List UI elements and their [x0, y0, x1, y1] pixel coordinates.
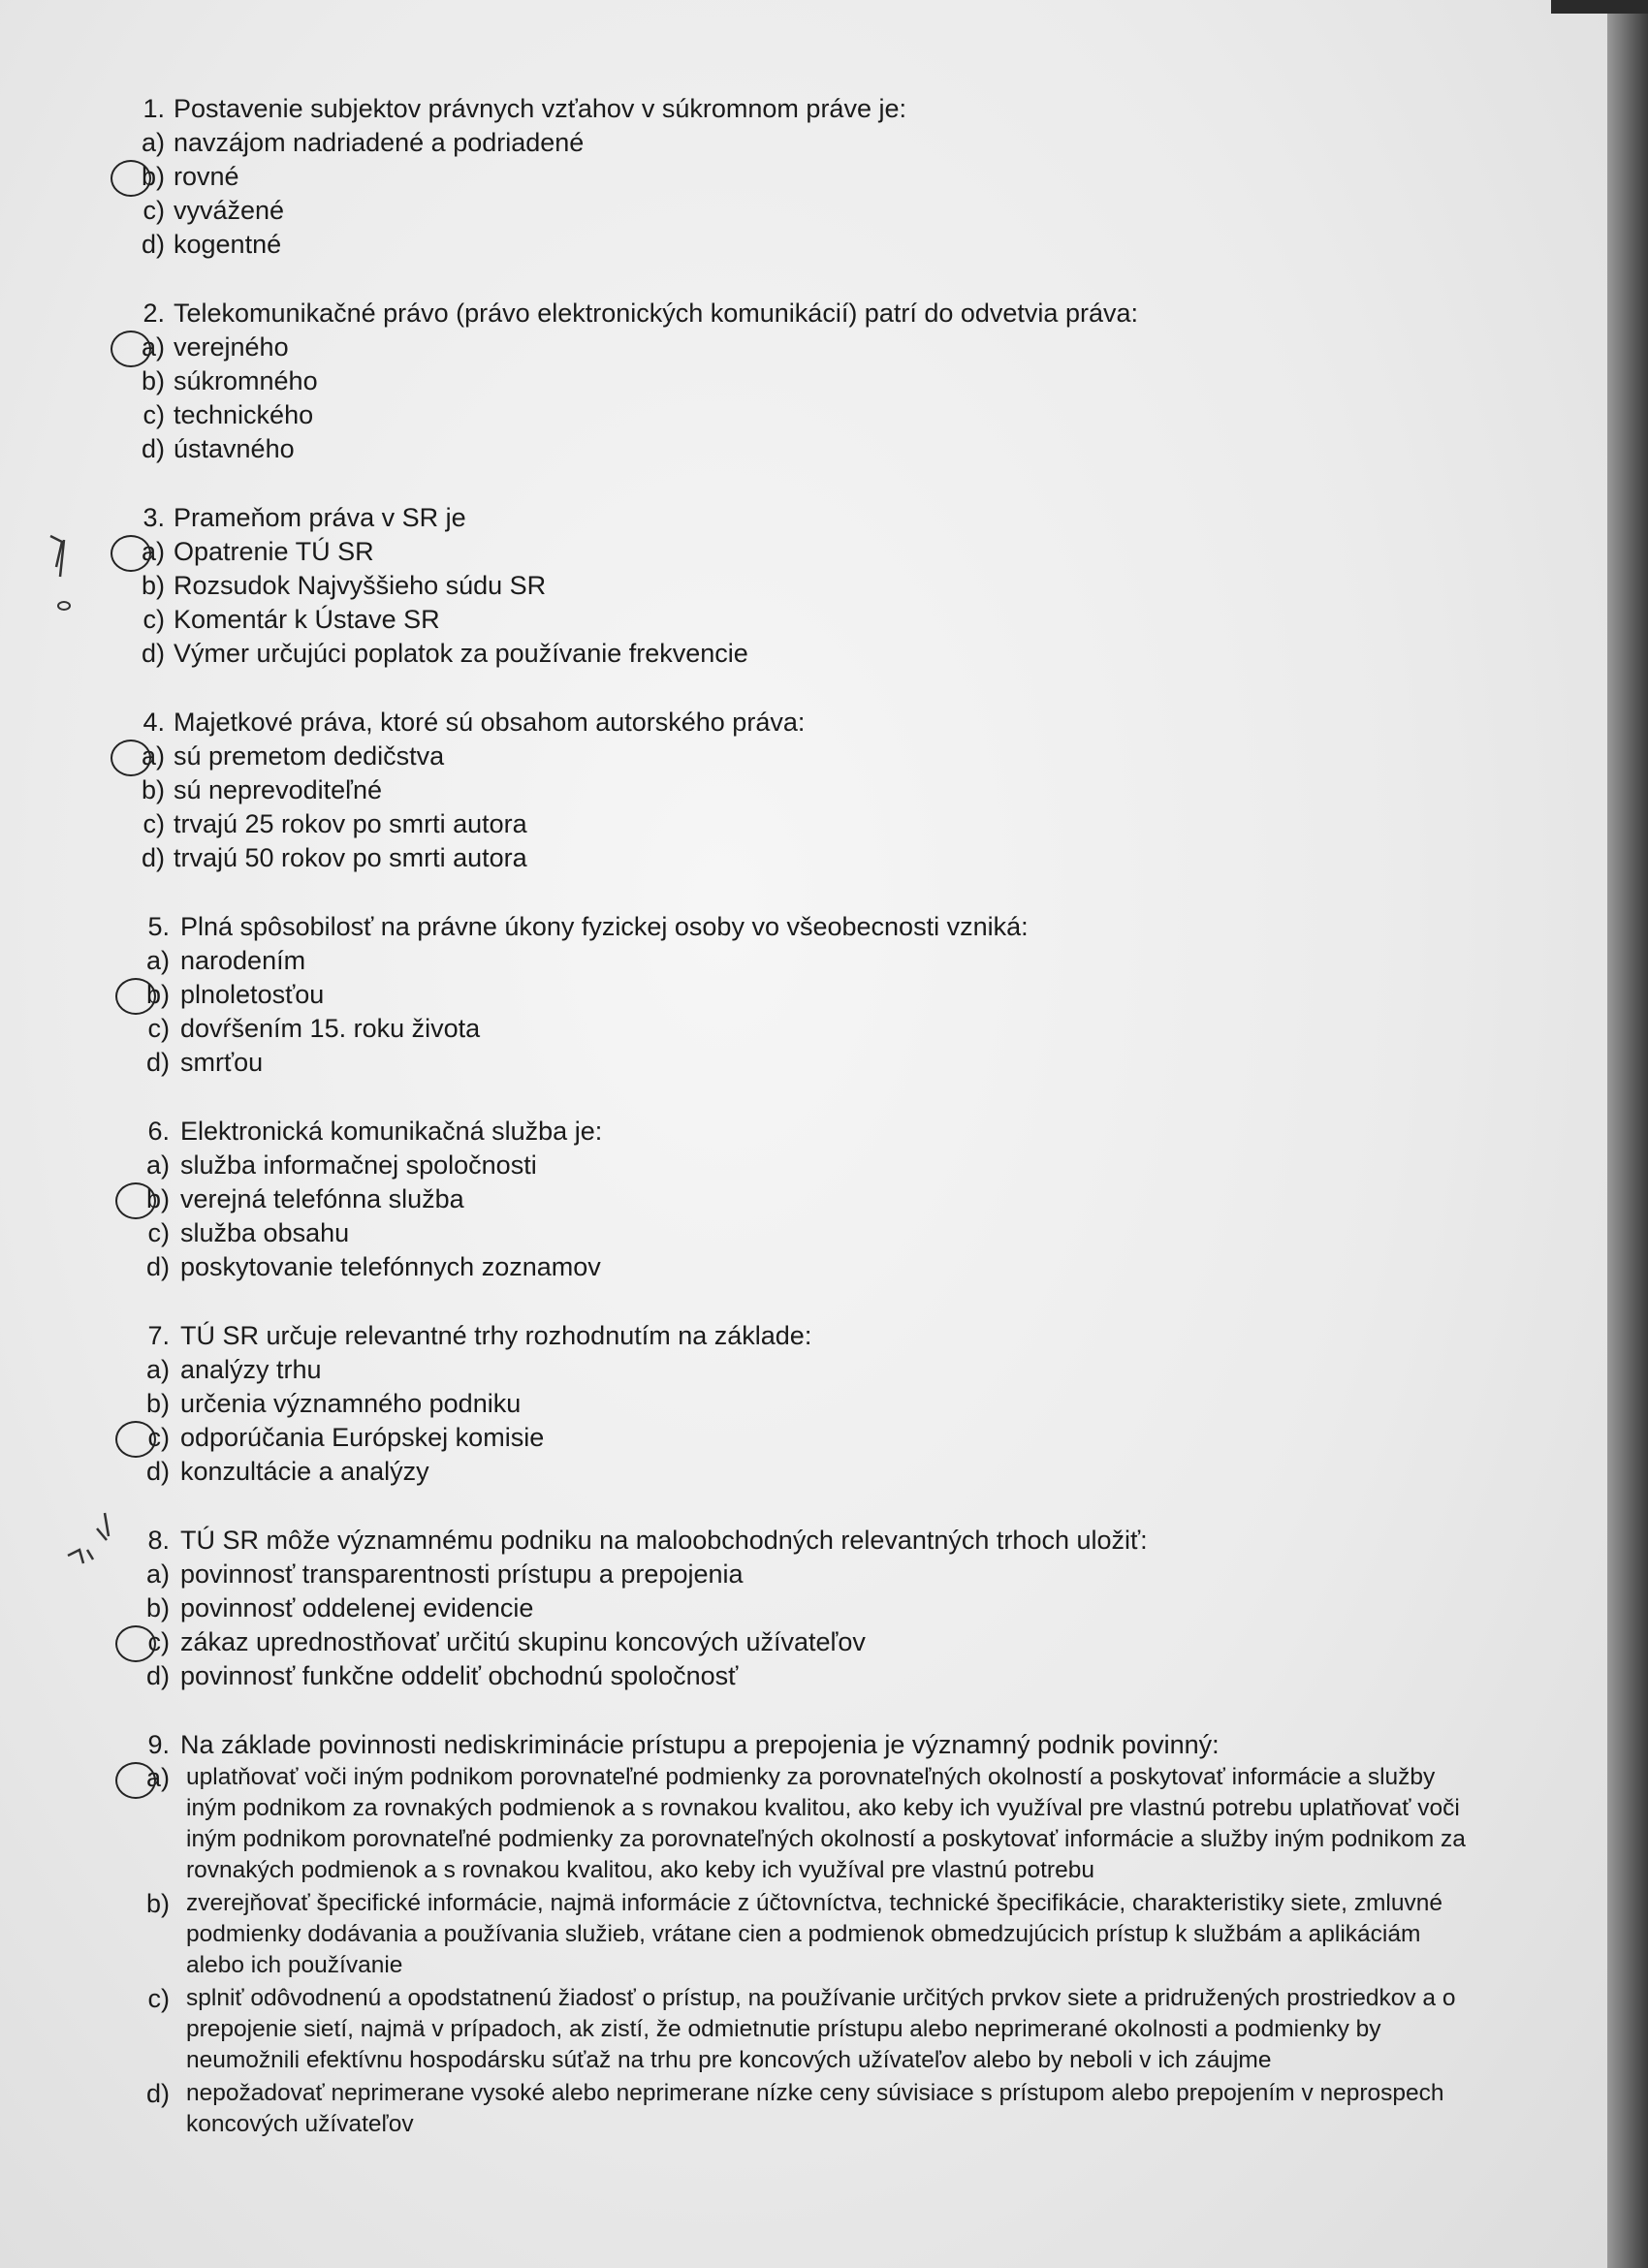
- option-letter: b): [145, 1389, 170, 1418]
- answer-option[interactable]: [0, 773, 1607, 807]
- question-3: [0, 501, 1607, 671]
- option-text: služba informačnej spoločnosti: [180, 1150, 537, 1180]
- option-letter: b): [141, 571, 165, 600]
- question-heading: [0, 706, 1607, 740]
- answer-option[interactable]: [0, 228, 1607, 262]
- answer-option[interactable]: [0, 1762, 1607, 1886]
- question-heading: [0, 1728, 1607, 1762]
- option-text: zákaz uprednostňovať určitú skupinu koncových užívateľov: [180, 1627, 866, 1656]
- option-letter: b): [145, 1184, 170, 1213]
- option-text: trvajú 50 rokov po smrti autora: [174, 843, 527, 872]
- option-text: nepožadovať neprimerane vysoké alebo neprimerane nízke ceny súvisiace s prístupom alebo prepojením v neprospech koncových užívateľov: [186, 2080, 1444, 2137]
- option-letter: d): [145, 1048, 170, 1077]
- option-text: uplatňovať voči iným podnikom porovnateľné podmienky za porovnateľných okolností a poskytovať informácie a služby iným podnikom za rovnakých podmienok a s rovnakou kvalitou, ako keby ich využíval pre vlastnú potrebu uplatňovať voči iným podnikom porovnateľné podmienky za porovnateľných okolností a poskytovať informácie a služby iným podnikom za rovnakých podmienok a s rovnakou kvalitou, ako keby ich využíval pre vlastnú potrebu: [186, 1764, 1466, 1883]
- answer-option[interactable]: [0, 1558, 1607, 1591]
- handwritten-answer-circle: [115, 1762, 156, 1799]
- question-7: [0, 1319, 1607, 1489]
- answer-option[interactable]: [0, 569, 1607, 603]
- question-text: Plná spôsobilosť na právne úkony fyzickej osoby vo všeobecnosti vzniká:: [180, 912, 1029, 941]
- answer-option[interactable]: [0, 1387, 1607, 1421]
- question-number: 5.: [147, 912, 170, 941]
- answer-option[interactable]: [0, 1659, 1607, 1693]
- option-text: vyvážené: [174, 196, 285, 225]
- option-text: kogentné: [174, 230, 282, 259]
- option-letter: c): [143, 400, 165, 429]
- option-letter: a): [145, 946, 170, 975]
- option-letter: d): [145, 1457, 170, 1486]
- option-letter: d): [141, 639, 165, 668]
- question-9: [0, 1728, 1607, 2142]
- option-letter: a): [141, 128, 165, 157]
- option-text: Rozsudok Najvyššieho súdu SR: [174, 571, 547, 600]
- option-letter: b): [141, 775, 165, 804]
- question-text: Prameňom práva v SR je: [174, 503, 466, 532]
- question-number: 3.: [143, 503, 165, 532]
- answer-option[interactable]: [0, 841, 1607, 875]
- answer-option[interactable]: [0, 1625, 1607, 1659]
- option-letter: b): [145, 980, 170, 1009]
- answer-option[interactable]: [0, 1353, 1607, 1387]
- answer-option[interactable]: [0, 807, 1607, 841]
- option-text: Výmer určujúci poplatok za používanie frekvencie: [174, 639, 748, 668]
- option-letter: c): [143, 605, 165, 634]
- question-text: Na základe povinnosti nediskriminácie prístupu a prepojenia je významný podnik povinný:: [180, 1730, 1220, 1759]
- option-text: zverejňovať špecifické informácie, najmä informácie z účtovníctva, technické špecifikácie, charakteristiky siete, zmluvné podmienky dodávania a používania služieb, vrátane cien a podmienok obmedzujúcich prístup k službám a aplikáciám alebo ich používanie: [186, 1890, 1442, 1978]
- question-text: Majetkové práva, ktoré sú obsahom autorského práva:: [174, 708, 806, 737]
- option-text: dovŕšením 15. roku života: [180, 1014, 481, 1043]
- answer-option[interactable]: [0, 1455, 1607, 1489]
- handwritten-answer-circle: [111, 535, 151, 572]
- option-text: analýzy trhu: [180, 1355, 322, 1384]
- answer-option[interactable]: [0, 398, 1607, 432]
- handwritten-answer-circle: [115, 1421, 156, 1458]
- option-text: sú neprevoditeľné: [174, 775, 383, 804]
- option-text: plnoletosťou: [180, 980, 325, 1009]
- answer-option[interactable]: [0, 160, 1607, 194]
- option-letter: a): [141, 332, 165, 362]
- question-4: [0, 706, 1607, 875]
- answer-option[interactable]: [0, 194, 1607, 228]
- question-2: [0, 297, 1607, 466]
- question-text: Telekomunikačné právo (právo elektronických komunikácií) patrí do odvetvia práva:: [174, 299, 1138, 328]
- question-number: 6.: [147, 1117, 170, 1146]
- answer-option[interactable]: [0, 978, 1607, 1012]
- option-letter: a): [145, 1150, 170, 1180]
- option-text: smrťou: [180, 1048, 264, 1077]
- option-text: sú premetom dedičstva: [174, 741, 445, 771]
- scan-edge-shadow: [1607, 0, 1648, 2268]
- margin-scribble-question-3: [43, 528, 91, 615]
- option-text: Opatrenie TÚ SR: [174, 537, 374, 566]
- option-letter: a): [145, 1559, 170, 1589]
- question-text: Postavenie subjektov právnych vzťahov v súkromnom práve je:: [174, 94, 906, 123]
- option-text: verejná telefónna služba: [180, 1184, 464, 1213]
- option-letter: c): [147, 1423, 170, 1452]
- option-letter: a): [145, 1355, 170, 1384]
- answer-option[interactable]: [0, 535, 1607, 569]
- answer-option[interactable]: [0, 1182, 1607, 1216]
- question-number: 1.: [143, 94, 165, 123]
- answer-option[interactable]: [0, 740, 1607, 773]
- option-text: povinnosť oddelenej evidencie: [180, 1593, 534, 1622]
- option-letter: b): [141, 162, 165, 191]
- handwritten-answer-circle: [115, 978, 156, 1015]
- option-letter: b): [145, 1593, 170, 1622]
- answer-option[interactable]: [0, 1012, 1607, 1046]
- option-text: splniť odôvodnenú a opodstatnenú žiadosť o prístup, na používanie určitých prvkov siete a pridružených prostriedkov a o prepojenie sietí, najmä v prípadoch, ak zistí, že odmietnutie prístupu alebo neprimerané okolnosti a podmienky by neumožnili efektívnu hospodársku súťaž na trhu pre koncových užívateľov alebo by neboli v ich záujme: [186, 1985, 1456, 2073]
- option-text: odporúčania Európskej komisie: [180, 1423, 545, 1452]
- option-letter: d): [141, 230, 165, 259]
- option-text: rovné: [174, 162, 239, 191]
- question-number: 7.: [147, 1321, 170, 1350]
- answer-option[interactable]: [0, 1888, 1607, 1981]
- question-number: 8.: [147, 1526, 170, 1555]
- answer-option[interactable]: [0, 944, 1607, 978]
- option-text: verejného: [174, 332, 289, 362]
- question-text: TÚ SR môže významnému podniku na maloobchodných relevantných trhoch uložiť:: [180, 1526, 1148, 1555]
- question-number: 9.: [147, 1730, 170, 1759]
- question-number: 2.: [143, 299, 165, 328]
- option-letter: b): [141, 366, 165, 395]
- option-letter: a): [145, 1763, 170, 1792]
- option-letter: c): [147, 1984, 170, 2013]
- question-heading: [0, 501, 1607, 535]
- question-heading: [0, 92, 1607, 126]
- question-heading: [0, 910, 1607, 944]
- option-letter: d): [141, 434, 165, 463]
- option-text: súkromného: [174, 366, 318, 395]
- question-5: [0, 910, 1607, 1080]
- answer-option[interactable]: [0, 1421, 1607, 1455]
- answer-option[interactable]: [0, 1250, 1607, 1284]
- answer-option[interactable]: [0, 331, 1607, 364]
- answer-option[interactable]: [0, 1591, 1607, 1625]
- option-letter: d): [141, 843, 165, 872]
- option-text: navzájom nadriadené a podriadené: [174, 128, 585, 157]
- option-text: konzultácie a analýzy: [180, 1457, 429, 1486]
- option-letter: b): [145, 1889, 170, 1918]
- option-text: ústavného: [174, 434, 295, 463]
- answer-option[interactable]: [0, 1216, 1607, 1250]
- option-text: technického: [174, 400, 314, 429]
- option-letter: d): [145, 1252, 170, 1281]
- option-text: povinnosť funkčne oddeliť obchodnú spoločnosť: [180, 1661, 739, 1690]
- option-letter: a): [141, 537, 165, 566]
- answer-option[interactable]: [0, 1046, 1607, 1080]
- answer-option[interactable]: [0, 1149, 1607, 1182]
- question-heading: [0, 1319, 1607, 1353]
- question-heading: [0, 1524, 1607, 1558]
- option-text: služba obsahu: [180, 1218, 350, 1247]
- answer-option[interactable]: [0, 126, 1607, 160]
- option-text: povinnosť transparentnosti prístupu a prepojenia: [180, 1559, 744, 1589]
- option-text: určenia významného podniku: [180, 1389, 522, 1418]
- answer-option[interactable]: [0, 637, 1607, 671]
- question-text: Elektronická komunikačná služba je:: [180, 1117, 603, 1146]
- answer-option[interactable]: [0, 432, 1607, 466]
- question-8: [0, 1524, 1607, 1693]
- margin-scribble-question-8: [58, 1507, 126, 1575]
- handwritten-answer-circle: [115, 1182, 156, 1219]
- option-letter: c): [147, 1014, 170, 1043]
- option-text: Komentár k Ústave SR: [174, 605, 440, 634]
- option-text: narodením: [180, 946, 306, 975]
- question-number: 4.: [143, 708, 165, 737]
- option-letter: a): [141, 741, 165, 771]
- question-heading: [0, 1115, 1607, 1149]
- scan-corner-shadow: [1551, 0, 1648, 14]
- option-text: trvajú 25 rokov po smrti autora: [174, 809, 527, 838]
- answer-option[interactable]: [0, 1983, 1607, 2076]
- option-letter: c): [147, 1218, 170, 1247]
- option-letter: d): [145, 2079, 170, 2108]
- option-letter: c): [143, 196, 165, 225]
- option-letter: d): [145, 1661, 170, 1690]
- question-6: [0, 1115, 1607, 1284]
- option-letter: c): [143, 809, 165, 838]
- handwritten-answer-circle: [111, 331, 151, 367]
- answer-option[interactable]: [0, 364, 1607, 398]
- answer-option[interactable]: [0, 603, 1607, 637]
- question-1: [0, 92, 1607, 262]
- question-text: TÚ SR určuje relevantné trhy rozhodnutím na základe:: [180, 1321, 812, 1350]
- option-letter: c): [147, 1627, 170, 1656]
- answer-option[interactable]: [0, 2078, 1607, 2140]
- handwritten-answer-circle: [111, 740, 151, 776]
- handwritten-answer-circle: [111, 160, 151, 197]
- option-text: poskytovanie telefónnych zoznamov: [180, 1252, 601, 1281]
- handwritten-answer-circle: [115, 1625, 156, 1662]
- question-heading: [0, 297, 1607, 331]
